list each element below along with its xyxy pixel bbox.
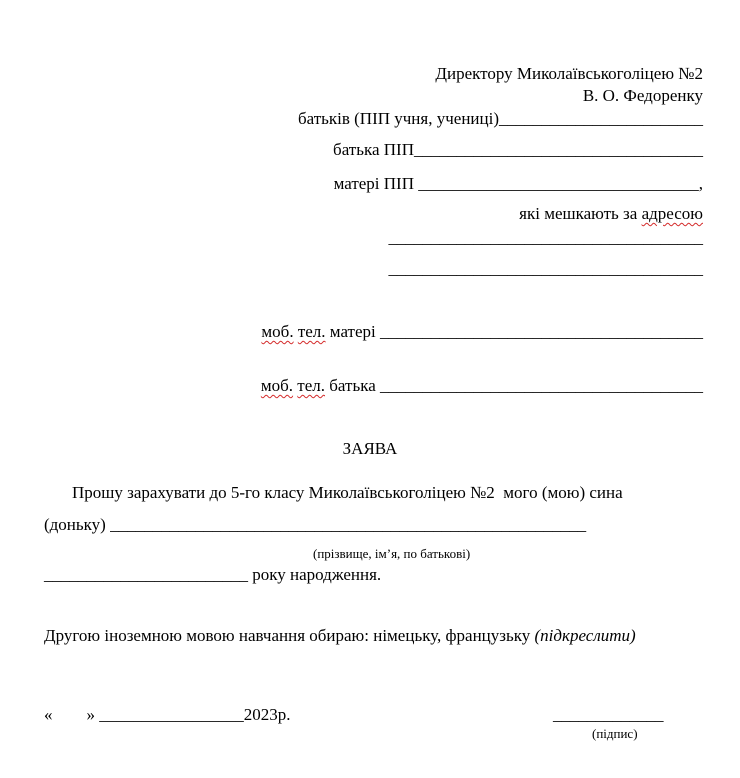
- address-label-word: адресою: [641, 204, 703, 223]
- addressee-line-1: Директору Миколаївськоголіцею №2: [435, 64, 703, 83]
- document-title: ЗАЯВА: [342, 439, 398, 458]
- date-field: « » _________________2023р.: [44, 705, 291, 724]
- full-name-caption: (прізвище, ім’я, по батькові): [313, 546, 471, 561]
- signature-line: _____________: [553, 705, 664, 724]
- phone-abbr: тел.: [297, 322, 326, 341]
- address-line-1: _____________________________________: [388, 228, 703, 247]
- mother-phone-rest: матері ______________________________________: [325, 322, 703, 341]
- addressee-line-2: В. О. Федоренку: [582, 86, 703, 105]
- signature-caption: (підпис): [592, 726, 638, 741]
- mobile-abbr: моб.: [261, 322, 294, 341]
- address-label-prefix: які мешкають за: [519, 204, 642, 223]
- father-phone-field: [261, 376, 703, 396]
- parents-name-field: батьків (ПІП учня, учениці)________________________: [297, 109, 703, 128]
- address-line-2: _____________________________________: [388, 259, 703, 278]
- mobile-abbr: моб.: [260, 376, 294, 395]
- mother-phone-field: [261, 322, 703, 342]
- mother-name-field: матері ПІП _________________________________,: [333, 174, 703, 193]
- phone-abbr: тел.: [297, 376, 326, 395]
- father-phone-rest: батька ______________________________________: [325, 376, 703, 395]
- request-line-2: (доньку) ________________________________________________________: [44, 515, 587, 534]
- language-choice-text: Другою іноземною мовою навчання обираю: німецьку, французьку: [44, 626, 535, 645]
- request-line-1: Прошу зарахувати до 5-го класу Миколаївськоголіцею №2 мого (мою) сина: [72, 483, 623, 502]
- language-choice-hint: (підкреслити): [534, 626, 636, 645]
- birth-year-line: ________________________ року народження.: [44, 565, 382, 584]
- address-label: [519, 204, 703, 224]
- father-name-field: батька ПІП__________________________________: [333, 140, 703, 159]
- language-choice-line: [44, 626, 636, 646]
